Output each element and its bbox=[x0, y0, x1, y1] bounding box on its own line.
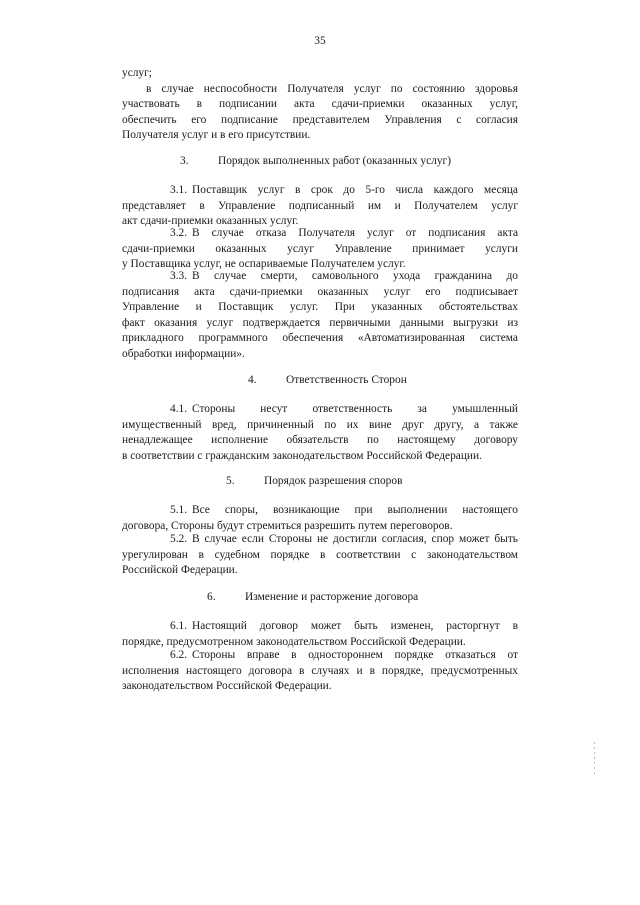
clause-number: 3.3. bbox=[170, 270, 188, 282]
clause bbox=[122, 648, 518, 695]
clause-number: 5.2. bbox=[170, 533, 188, 545]
section-heading bbox=[180, 154, 451, 170]
clause-line: акт сдачи-приемки оказанных услуг. bbox=[122, 215, 299, 228]
clause-line: исполнения настоящего договора в случаях и в порядке, предусмотренных bbox=[122, 664, 518, 677]
clause-text: В случае смерти, самовольного ухода гражданина до bbox=[192, 270, 518, 282]
clause-line: сдачи-приемки оказанных услуг Управление принимает услуги bbox=[122, 242, 518, 255]
clause-line: в соответствии с гражданским законодательством Российской Федерации. bbox=[122, 449, 482, 462]
intro-line: обеспечить его подписание представителем Управления с согласия bbox=[122, 113, 518, 126]
section-title: Порядок выполненных работ (оказанных услуг) bbox=[218, 155, 451, 167]
clause-first-line bbox=[122, 532, 518, 548]
intro-line: в случае неспособности Получателя услуг по состоянию здоровья bbox=[146, 82, 518, 95]
clause-first-line bbox=[122, 183, 518, 199]
clause-text: В случае отказа Получателя услуг от подписания акта bbox=[192, 227, 518, 239]
clause-line: представляет в Управление подписанный им и Получателем услуг bbox=[122, 199, 518, 212]
section-heading bbox=[207, 590, 418, 606]
clause-number: 3.1. bbox=[170, 184, 188, 196]
clause bbox=[122, 183, 518, 230]
intro-line: Получателя услуг и в его присутствии. bbox=[122, 129, 311, 142]
clause-line: урегулирован в судебном порядке в соответствии с законодательством bbox=[122, 548, 518, 561]
clause-first-line bbox=[122, 226, 518, 242]
clause-number: 5.1. bbox=[170, 504, 188, 516]
clause-line: имущественный вред, причиненный по их вине друг другу, а также bbox=[122, 418, 518, 431]
clause-text: В случае если Стороны не достигли согласия, спор может быть bbox=[192, 533, 518, 545]
clause-line: Российской Федерации. bbox=[122, 564, 238, 577]
section-title: Изменение и расторжение договора bbox=[245, 591, 419, 603]
clause bbox=[122, 532, 518, 579]
clause-first-line bbox=[122, 648, 518, 664]
section-title: Порядок разрешения споров bbox=[264, 475, 403, 487]
clause-line: законодательством Российской Федерации. bbox=[122, 680, 332, 693]
clause-text: Стороны несут ответственность за умышленный bbox=[192, 403, 518, 415]
section-number: 4. bbox=[248, 374, 257, 386]
clause-line: прикладного программного обеспечения «Автоматизированная система bbox=[122, 332, 518, 345]
section-title: Ответственность Сторон bbox=[286, 374, 407, 386]
section-number: 6. bbox=[207, 591, 216, 603]
clause bbox=[122, 619, 518, 650]
clause-number: 3.2. bbox=[170, 227, 188, 239]
intro-paragraph bbox=[122, 66, 518, 144]
clause-number: 4.1. bbox=[170, 403, 188, 415]
clause bbox=[122, 226, 518, 273]
clause-number: 6.2. bbox=[170, 649, 188, 661]
clause-text: Все споры, возникающие при выполнении настоящего bbox=[192, 504, 518, 516]
clause-first-line bbox=[122, 402, 518, 418]
clause bbox=[122, 402, 518, 464]
section-heading bbox=[226, 474, 402, 490]
clause bbox=[122, 503, 518, 534]
clause-line: у Поставщика услуг, не оспариваемые Получателем услуг. bbox=[122, 258, 406, 271]
clause-text: Настоящий договор может быть изменен, расторгнут в bbox=[192, 620, 518, 632]
intro-line: участвовать в подписании акта сдачи-приемки оказанных услуг, bbox=[122, 98, 518, 111]
clause-line: договора, Стороны будут стремиться разрешить путем переговоров. bbox=[122, 519, 453, 532]
clause-line: факт оказания услуг подтверждается первичными данными выгрузки из bbox=[122, 316, 518, 329]
clause-line: Управление и Поставщик услуг. При указанных обстоятельствах bbox=[122, 301, 518, 314]
clause-first-line bbox=[122, 269, 518, 285]
scan-margin-mark bbox=[594, 742, 595, 776]
clause-line: порядке, предусмотренном законодательством Российской Федерации. bbox=[122, 635, 466, 648]
intro-line: услуг; bbox=[122, 67, 152, 79]
clause-first-line bbox=[122, 619, 518, 635]
page-number: 35 bbox=[314, 35, 326, 47]
clause-line: ненадлежащее исполнение обязательств по настоящему договору bbox=[122, 434, 518, 447]
section-heading bbox=[248, 373, 407, 389]
clause-first-line bbox=[122, 503, 518, 519]
clause-text: Стороны вправе в одностороннем порядке отказаться от bbox=[192, 649, 518, 661]
section-number: 5. bbox=[226, 475, 235, 487]
clause-number: 6.1. bbox=[170, 620, 188, 632]
section-number: 3. bbox=[180, 155, 189, 167]
clause-text: Поставщик услуг в срок до 5-го числа каждого месяца bbox=[192, 184, 518, 196]
clause-line: подписания акта сдачи-приемки оказанных услуг его подписывает bbox=[122, 285, 518, 298]
clause bbox=[122, 269, 518, 363]
clause-line: обработки информации». bbox=[122, 347, 245, 360]
